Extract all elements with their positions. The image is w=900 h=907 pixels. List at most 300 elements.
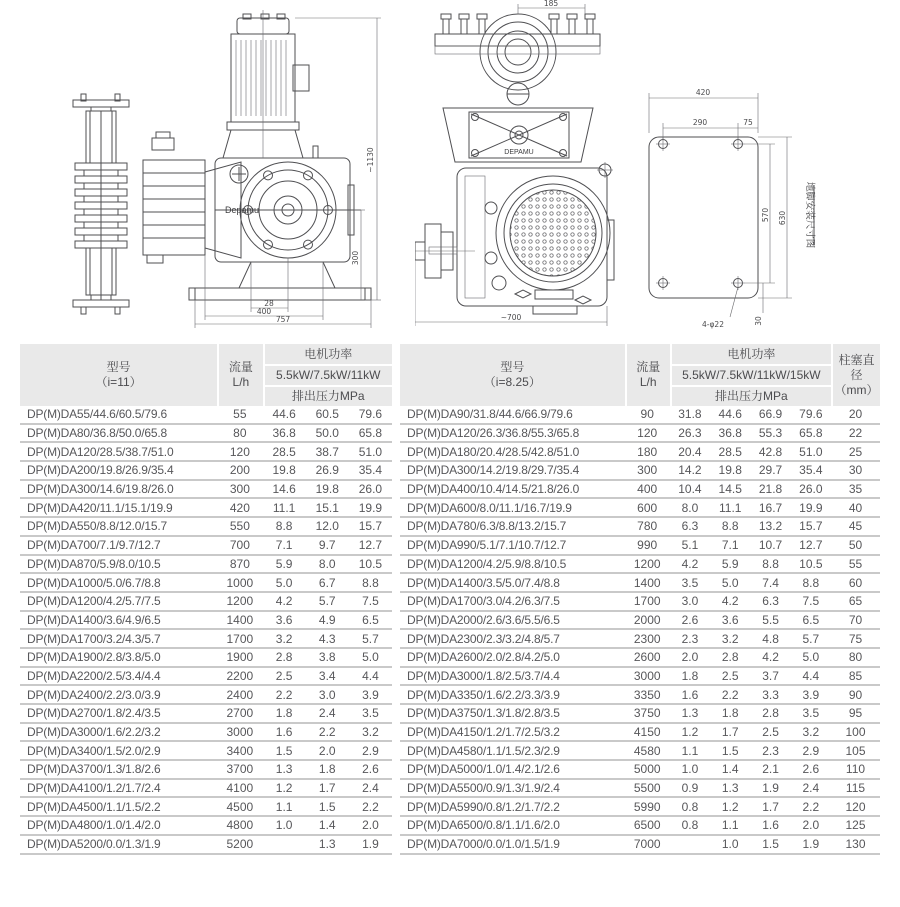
dim-edge-offset-y: 30 xyxy=(754,316,763,326)
value-cell: 12.7 xyxy=(791,537,831,556)
value-cell: 29.7 xyxy=(750,462,790,481)
foundation-svg xyxy=(635,85,875,335)
table-row xyxy=(400,668,880,687)
table-row xyxy=(400,798,880,817)
value-cell: 19.9 xyxy=(349,499,392,518)
table-row xyxy=(20,798,392,817)
table-row xyxy=(400,686,880,705)
value-cell: 79.6 xyxy=(349,406,392,425)
value-cell xyxy=(263,836,306,855)
col-model-header xyxy=(20,344,217,406)
table-body-i11 xyxy=(20,406,392,855)
table-row xyxy=(20,649,392,668)
value-cell: 1.5 xyxy=(710,742,750,761)
table-row xyxy=(400,742,880,761)
value-cell: 60 xyxy=(831,574,880,593)
model-cell: DP(M)DA4500/1.1/1.5/2.2 xyxy=(20,798,217,817)
value-cell: 12.0 xyxy=(306,518,349,537)
model-cell: DP(M)DA6500/0.8/1.1/1.6/2.0 xyxy=(400,817,625,836)
value-cell: 5990 xyxy=(625,798,670,817)
value-cell: 2600 xyxy=(625,649,670,668)
power-ratings-header: 5.5kW/7.5kW/11kW/15kW xyxy=(670,364,831,385)
value-cell: 8.0 xyxy=(306,556,349,575)
value-cell: 35 xyxy=(831,481,880,500)
table-row xyxy=(400,780,880,799)
value-cell: 65.8 xyxy=(349,425,392,444)
value-cell: 14.2 xyxy=(670,462,710,481)
table-row xyxy=(20,556,392,575)
value-cell: 14.5 xyxy=(710,481,750,500)
model-cell: DP(M)DA180/20.4/28.5/42.8/51.0 xyxy=(400,443,625,462)
model-cell: DP(M)DA80/36.8/50.0/65.8 xyxy=(20,425,217,444)
value-cell: 1400 xyxy=(625,574,670,593)
value-cell: 1.7 xyxy=(750,798,790,817)
value-cell: 0.8 xyxy=(670,798,710,817)
value-cell: 6.3 xyxy=(670,518,710,537)
model-cell: DP(M)DA2000/2.6/3.6/5.5/6.5 xyxy=(400,612,625,631)
value-cell: 8.8 xyxy=(750,556,790,575)
model-cell: DP(M)DA300/14.6/19.8/26.0 xyxy=(20,481,217,500)
col-flow-header xyxy=(217,344,262,406)
dim-hole-span-y: 570 xyxy=(761,207,770,223)
model-cell: DP(M)DA1900/2.8/3.8/5.0 xyxy=(20,649,217,668)
value-cell: 4.2 xyxy=(263,593,306,612)
dim-base-overall: 757 xyxy=(275,315,291,324)
value-cell: 60.5 xyxy=(306,406,349,425)
table-row xyxy=(20,481,392,500)
value-cell: 2.9 xyxy=(349,742,392,761)
model-header-line2: （i=8.25） xyxy=(483,375,541,389)
model-cell: DP(M)DA3000/1.8/2.5/3.7/4.4 xyxy=(400,668,625,687)
value-cell: 10.7 xyxy=(750,537,790,556)
table-row xyxy=(20,593,392,612)
col-model-header xyxy=(400,344,625,406)
table-row xyxy=(20,443,392,462)
model-cell: DP(M)DA3700/1.3/1.8/2.6 xyxy=(20,761,217,780)
value-cell: 2.3 xyxy=(750,742,790,761)
value-cell: 2.3 xyxy=(670,630,710,649)
value-cell: 21.8 xyxy=(750,481,790,500)
value-cell: 3.3 xyxy=(750,686,790,705)
dim-center-height: 300 xyxy=(351,250,360,266)
dia-header-line2: （mm） xyxy=(834,382,879,397)
value-cell: 1.1 xyxy=(710,817,750,836)
value-cell xyxy=(670,836,710,855)
value-cell: 55 xyxy=(217,406,262,425)
value-cell: 26.9 xyxy=(306,462,349,481)
value-cell: 1.5 xyxy=(306,798,349,817)
value-cell: 1.2 xyxy=(710,798,750,817)
value-cell: 5.0 xyxy=(263,574,306,593)
value-cell: 4580 xyxy=(625,742,670,761)
value-cell: 30 xyxy=(831,462,880,481)
value-cell: 2000 xyxy=(625,612,670,631)
value-cell: 79.6 xyxy=(791,406,831,425)
value-cell: 1700 xyxy=(625,593,670,612)
value-cell: 2.8 xyxy=(263,649,306,668)
brand-label-front: DEPAMU xyxy=(504,149,534,156)
value-cell: 2700 xyxy=(217,705,262,724)
value-cell: 3.5 xyxy=(349,705,392,724)
value-cell: 2.0 xyxy=(670,649,710,668)
value-cell: 7.4 xyxy=(750,574,790,593)
value-cell: 200 xyxy=(217,462,262,481)
table-row xyxy=(400,817,880,836)
value-cell: 100 xyxy=(831,724,880,743)
pump-side-view-drawing xyxy=(55,10,385,332)
value-cell: 120 xyxy=(625,425,670,444)
value-cell: 35.4 xyxy=(791,462,831,481)
value-cell: 1.7 xyxy=(306,780,349,799)
value-cell: 14.6 xyxy=(263,481,306,500)
value-cell: 4.8 xyxy=(750,630,790,649)
model-cell: DP(M)DA1400/3.5/5.0/7.4/8.8 xyxy=(400,574,625,593)
value-cell: 36.8 xyxy=(710,425,750,444)
value-cell: 90 xyxy=(625,406,670,425)
value-cell: 1.6 xyxy=(750,817,790,836)
value-cell: 12.7 xyxy=(349,537,392,556)
value-cell: 3350 xyxy=(625,686,670,705)
value-cell: 19.8 xyxy=(710,462,750,481)
value-cell: 2.5 xyxy=(263,668,306,687)
value-cell: 300 xyxy=(217,481,262,500)
model-cell: DP(M)DA4580/1.1/1.5/2.3/2.9 xyxy=(400,742,625,761)
model-cell: DP(M)DA1200/4.2/5.9/8.8/10.5 xyxy=(400,556,625,575)
value-cell: 2.6 xyxy=(349,761,392,780)
model-cell: DP(M)DA120/26.3/36.8/55.3/65.8 xyxy=(400,425,625,444)
value-cell: 3.9 xyxy=(349,686,392,705)
model-cell: DP(M)DA700/7.1/9.7/12.7 xyxy=(20,537,217,556)
table-row xyxy=(400,518,880,537)
model-cell: DP(M)DA3750/1.3/1.8/2.8/3.5 xyxy=(400,705,625,724)
value-cell: 19.8 xyxy=(306,481,349,500)
value-cell: 66.9 xyxy=(750,406,790,425)
value-cell: 1.8 xyxy=(263,705,306,724)
value-cell: 45 xyxy=(831,518,880,537)
value-cell: 2.2 xyxy=(791,798,831,817)
value-cell: 3.5 xyxy=(670,574,710,593)
value-cell: 990 xyxy=(625,537,670,556)
dim-foundation-height: 630 xyxy=(778,210,787,226)
value-cell: 2.4 xyxy=(349,780,392,799)
value-cell: 70 xyxy=(831,612,880,631)
model-cell: DP(M)DA1700/3.2/4.3/5.7 xyxy=(20,630,217,649)
table-row xyxy=(20,425,392,444)
value-cell: 19.8 xyxy=(263,462,306,481)
value-cell: 95 xyxy=(831,705,880,724)
dim-foundation-width: 420 xyxy=(695,88,711,97)
value-cell: 44.6 xyxy=(263,406,306,425)
model-cell: DP(M)DA3400/1.5/2.0/2.9 xyxy=(20,742,217,761)
spec-table-i825 xyxy=(400,344,880,855)
value-cell: 1.4 xyxy=(306,817,349,836)
value-cell: 40 xyxy=(831,499,880,518)
value-cell: 1.1 xyxy=(263,798,306,817)
value-cell: 15.7 xyxy=(791,518,831,537)
model-cell: DP(M)DA55/44.6/60.5/79.6 xyxy=(20,406,217,425)
value-cell: 90 xyxy=(831,686,880,705)
value-cell: 4.4 xyxy=(791,668,831,687)
value-cell: 1.2 xyxy=(670,724,710,743)
value-cell: 28.5 xyxy=(263,443,306,462)
value-cell: 19.9 xyxy=(791,499,831,518)
value-cell: 51.0 xyxy=(791,443,831,462)
model-cell: DP(M)DA420/11.1/15.1/19.9 xyxy=(20,499,217,518)
model-cell: DP(M)DA2400/2.2/3.0/3.9 xyxy=(20,686,217,705)
value-cell: 870 xyxy=(217,556,262,575)
table-row xyxy=(400,705,880,724)
discharge-pressure-header: 排出压力MPa xyxy=(670,385,831,406)
value-cell: 5.7 xyxy=(306,593,349,612)
value-cell: 10.5 xyxy=(791,556,831,575)
value-cell: 2.2 xyxy=(710,686,750,705)
value-cell: 4.2 xyxy=(710,593,750,612)
value-cell: 4500 xyxy=(217,798,262,817)
value-cell: 26.0 xyxy=(791,481,831,500)
value-cell: 65.8 xyxy=(791,425,831,444)
value-cell: 125 xyxy=(831,817,880,836)
value-cell: 1.8 xyxy=(670,668,710,687)
value-cell: 550 xyxy=(217,518,262,537)
model-cell: DP(M)DA300/14.2/19.8/29.7/35.4 xyxy=(400,462,625,481)
value-cell: 105 xyxy=(831,742,880,761)
value-cell: 600 xyxy=(625,499,670,518)
value-cell: 3.2 xyxy=(791,724,831,743)
value-cell: 1700 xyxy=(217,630,262,649)
value-cell: 3.5 xyxy=(791,705,831,724)
value-cell: 2.6 xyxy=(791,761,831,780)
value-cell: 1.1 xyxy=(670,742,710,761)
table-row xyxy=(400,593,880,612)
value-cell: 180 xyxy=(625,443,670,462)
value-cell: 5.9 xyxy=(263,556,306,575)
model-cell: DP(M)DA1700/3.0/4.2/6.3/7.5 xyxy=(400,593,625,612)
value-cell: 2.8 xyxy=(750,705,790,724)
model-cell: DP(M)DA90/31.8/44.6/66.9/79.6 xyxy=(400,406,625,425)
model-cell: DP(M)DA2700/1.8/2.4/3.5 xyxy=(20,705,217,724)
value-cell: 4.2 xyxy=(670,556,710,575)
value-cell: 2.2 xyxy=(306,724,349,743)
col-plunger-dia-header xyxy=(831,344,880,406)
value-cell: 2400 xyxy=(217,686,262,705)
model-cell: DP(M)DA870/5.9/8.0/10.5 xyxy=(20,556,217,575)
spec-table-i11 xyxy=(20,344,392,855)
table-row xyxy=(400,649,880,668)
table-row xyxy=(20,761,392,780)
table-row xyxy=(20,686,392,705)
value-cell: 28.5 xyxy=(710,443,750,462)
value-cell: 3.6 xyxy=(710,612,750,631)
value-cell: 1.0 xyxy=(263,817,306,836)
table-row xyxy=(20,612,392,631)
motor-power-header: 电机功率 xyxy=(263,344,392,364)
value-cell: 700 xyxy=(217,537,262,556)
dim-top-width: 185 xyxy=(543,0,559,8)
model-cell: DP(M)DA1400/3.6/4.9/6.5 xyxy=(20,612,217,631)
value-cell: 11.1 xyxy=(263,499,306,518)
value-cell: 2.2 xyxy=(349,798,392,817)
value-cell: 7.5 xyxy=(791,593,831,612)
value-cell: 2300 xyxy=(625,630,670,649)
model-header-line1: 型号 xyxy=(106,360,131,374)
table-row xyxy=(20,817,392,836)
dim-base-mid: 400 xyxy=(256,307,272,316)
model-cell: DP(M)DA1000/5.0/6.7/8.8 xyxy=(20,574,217,593)
value-cell: 1.3 xyxy=(306,836,349,855)
value-cell: 400 xyxy=(625,481,670,500)
model-cell: DP(M)DA200/19.8/26.9/35.4 xyxy=(20,462,217,481)
value-cell: 4800 xyxy=(217,817,262,836)
table-row xyxy=(20,574,392,593)
value-cell: 3000 xyxy=(217,724,262,743)
model-cell: DP(M)DA5200/0.0/1.3/1.9 xyxy=(20,836,217,855)
table-row xyxy=(20,462,392,481)
value-cell: 31.8 xyxy=(670,406,710,425)
value-cell: 2.6 xyxy=(670,612,710,631)
value-cell: 0.9 xyxy=(670,780,710,799)
dim-holes-label: 4-φ22 xyxy=(702,320,724,329)
value-cell: 50.0 xyxy=(306,425,349,444)
value-cell: 5.7 xyxy=(349,630,392,649)
value-cell: 1.5 xyxy=(263,742,306,761)
value-cell: 1.0 xyxy=(710,836,750,855)
value-cell: 10.4 xyxy=(670,481,710,500)
foundation-plan-drawing xyxy=(635,85,875,335)
model-cell: DP(M)DA1200/4.2/5.7/7.5 xyxy=(20,593,217,612)
value-cell: 2.9 xyxy=(791,742,831,761)
value-cell: 4.2 xyxy=(750,649,790,668)
value-cell: 5000 xyxy=(625,761,670,780)
value-cell: 1.9 xyxy=(791,836,831,855)
value-cell: 2.0 xyxy=(349,817,392,836)
col-flow-header xyxy=(625,344,670,406)
value-cell: 20 xyxy=(831,406,880,425)
value-cell: 5.0 xyxy=(791,649,831,668)
table-row xyxy=(400,462,880,481)
value-cell: 1.5 xyxy=(750,836,790,855)
dim-hole-span-x: 290 xyxy=(692,118,708,127)
value-cell: 115 xyxy=(831,780,880,799)
value-cell: 55.3 xyxy=(750,425,790,444)
value-cell: 1.3 xyxy=(710,780,750,799)
table-row xyxy=(20,836,392,855)
pump-front-view-drawing xyxy=(415,0,665,335)
power-ratings-header: 5.5kW/7.5kW/11kW xyxy=(263,364,392,385)
value-cell: 51.0 xyxy=(349,443,392,462)
value-cell: 1.4 xyxy=(710,761,750,780)
value-cell: 120 xyxy=(831,798,880,817)
value-cell: 120 xyxy=(217,443,262,462)
value-cell: 6500 xyxy=(625,817,670,836)
value-cell: 3750 xyxy=(625,705,670,724)
model-cell: DP(M)DA7000/0.0/1.0/1.5/1.9 xyxy=(400,836,625,855)
value-cell: 1000 xyxy=(217,574,262,593)
value-cell: 780 xyxy=(625,518,670,537)
table-header xyxy=(20,344,392,406)
value-cell: 5200 xyxy=(217,836,262,855)
value-cell: 7.5 xyxy=(349,593,392,612)
value-cell: 8.0 xyxy=(670,499,710,518)
flow-header-line1: 流量 xyxy=(636,360,661,374)
value-cell: 2.2 xyxy=(263,686,306,705)
value-cell: 7.1 xyxy=(263,537,306,556)
value-cell: 5.1 xyxy=(670,537,710,556)
value-cell: 5.7 xyxy=(791,630,831,649)
value-cell: 2.1 xyxy=(750,761,790,780)
table-row xyxy=(400,481,880,500)
table-header xyxy=(400,344,880,406)
value-cell: 10.5 xyxy=(349,556,392,575)
value-cell: 5.0 xyxy=(710,574,750,593)
table-row xyxy=(400,574,880,593)
value-cell: 38.7 xyxy=(306,443,349,462)
table-row xyxy=(400,556,880,575)
value-cell: 1.7 xyxy=(710,724,750,743)
value-cell: 3000 xyxy=(625,668,670,687)
value-cell: 8.8 xyxy=(710,518,750,537)
model-header-line1: 型号 xyxy=(500,360,525,374)
value-cell: 3.4 xyxy=(306,668,349,687)
value-cell: 80 xyxy=(831,649,880,668)
value-cell: 3.2 xyxy=(349,724,392,743)
value-cell: 1.6 xyxy=(263,724,306,743)
model-cell: DP(M)DA990/5.1/7.1/10.7/12.7 xyxy=(400,537,625,556)
value-cell: 1.6 xyxy=(670,686,710,705)
model-cell: DP(M)DA5500/0.9/1.3/1.9/2.4 xyxy=(400,780,625,799)
table-row xyxy=(20,499,392,518)
dim-base-inner: 28 xyxy=(264,299,274,308)
value-cell: 6.3 xyxy=(750,593,790,612)
table-row xyxy=(20,668,392,687)
table-row xyxy=(400,425,880,444)
value-cell: 3.0 xyxy=(670,593,710,612)
model-cell: DP(M)DA2300/2.3/3.2/4.8/5.7 xyxy=(400,630,625,649)
model-cell: DP(M)DA2600/2.0/2.8/4.2/5.0 xyxy=(400,649,625,668)
dim-overall-width: ~700 xyxy=(500,313,522,322)
model-cell: DP(M)DA3000/1.6/2.2/3.2 xyxy=(20,724,217,743)
value-cell: 3.6 xyxy=(263,612,306,631)
value-cell: 8.8 xyxy=(263,518,306,537)
discharge-pressure-header: 排出压力MPa xyxy=(263,385,392,406)
value-cell: 22 xyxy=(831,425,880,444)
model-cell: DP(M)DA4800/1.0/1.4/2.0 xyxy=(20,817,217,836)
flow-header-line1: 流量 xyxy=(228,360,253,374)
table-row xyxy=(20,724,392,743)
model-cell: DP(M)DA5000/1.0/1.4/2.1/2.6 xyxy=(400,761,625,780)
value-cell: 1.3 xyxy=(263,761,306,780)
model-cell: DP(M)DA120/28.5/38.7/51.0 xyxy=(20,443,217,462)
model-cell: DP(M)DA550/8.8/12.0/15.7 xyxy=(20,518,217,537)
table-row xyxy=(400,499,880,518)
value-cell: 2.4 xyxy=(791,780,831,799)
value-cell: 6.7 xyxy=(306,574,349,593)
dim-overall-height: ~1130 xyxy=(366,147,375,173)
model-cell: DP(M)DA780/6.3/8.8/13.2/15.7 xyxy=(400,518,625,537)
side-view-svg xyxy=(55,10,385,332)
table-row xyxy=(20,537,392,556)
table-row xyxy=(400,612,880,631)
table-row xyxy=(400,761,880,780)
value-cell: 26.0 xyxy=(349,481,392,500)
value-cell: 6.5 xyxy=(349,612,392,631)
spec-tables xyxy=(20,344,880,855)
value-cell: 2.8 xyxy=(710,649,750,668)
model-cell: DP(M)DA3350/1.6/2.2/3.3/3.9 xyxy=(400,686,625,705)
value-cell: 1400 xyxy=(217,612,262,631)
value-cell: 85 xyxy=(831,668,880,687)
value-cell: 2200 xyxy=(217,668,262,687)
value-cell: 1900 xyxy=(217,649,262,668)
